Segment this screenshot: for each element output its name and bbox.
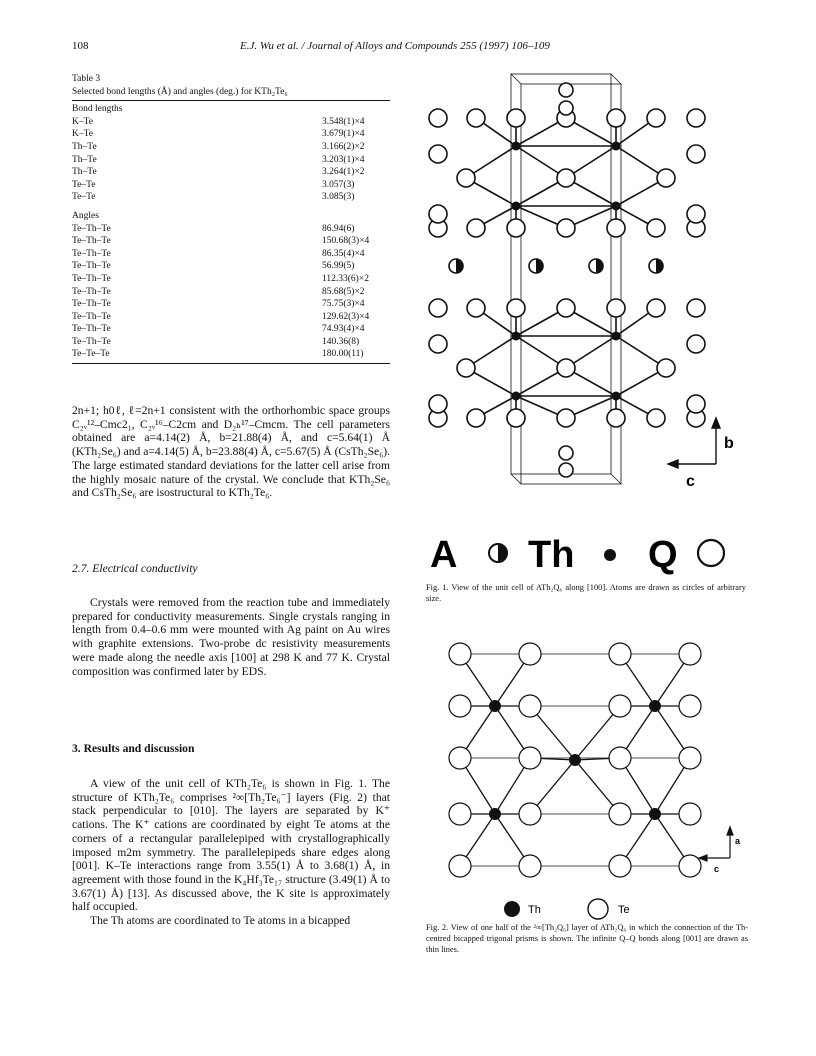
row-label: Te–Th–Te [72, 273, 111, 284]
running-title: E.J. Wu et al. / Journal of Alloys and Compounds 255 (1997) 106–109 [240, 40, 550, 52]
fig1-te-atom [429, 145, 447, 163]
fig2-te-atom [449, 803, 471, 825]
fig2-te-atom [609, 855, 631, 877]
fig1-te-atom [607, 109, 625, 127]
fig1-te-atom [687, 395, 705, 413]
legend2-Te-label: Te [618, 904, 630, 916]
row-value: 180.00(11) [322, 349, 364, 360]
figure-2-layer [420, 636, 760, 898]
fig1-te-atom [467, 299, 485, 317]
fig1-th-atom [512, 202, 521, 211]
fig1-te-atom [607, 219, 625, 237]
figure-2-caption: Fig. 2. View of one half of the ²∞[Th₂Q₆] layer of ATh₂Q₆ in which the connection of the Th-centred bicapped trigonal prisms is shown. The infinite Q–Q bonds along [001] are drawn as thin lines. [426, 923, 748, 954]
table-row-angle [72, 311, 390, 324]
fig1-atoms [429, 83, 705, 477]
fig1-te-atom [467, 109, 485, 127]
fig1-te-atom [429, 109, 447, 127]
fig1-te-atom [557, 409, 575, 427]
table-row-angle [72, 260, 390, 273]
fig2-axes [699, 827, 733, 861]
fig2-te-atom [679, 855, 701, 877]
fig2-te-atom [519, 747, 541, 769]
legend-A-label: A [430, 534, 458, 576]
row-value: 74.93(4)×4 [322, 324, 365, 335]
table-row-angle [72, 235, 390, 248]
row-label: K–Te [72, 129, 93, 140]
fig1-te-atom [647, 299, 665, 317]
fig1-te-atom [687, 335, 705, 353]
paragraph-results [72, 777, 390, 928]
row-label: Te–Te [72, 192, 96, 203]
row-value: 86.35(4)×4 [322, 248, 365, 259]
fig2-te-atom [519, 643, 541, 665]
paragraph-cell-parameters [72, 404, 390, 500]
row-label: Te–Th–Te [72, 236, 111, 247]
table-row-angle [72, 273, 390, 286]
fig1-te-atom [557, 299, 575, 317]
row-label: Te–Th–Te [72, 223, 111, 234]
fig1-te-atom [687, 109, 705, 127]
table-row-angle [72, 298, 390, 311]
row-label: Te–Th–Te [72, 261, 111, 272]
figure-1-legend [428, 533, 748, 577]
fig1-te-atom [457, 169, 475, 187]
fig1-te-atom [647, 219, 665, 237]
fig1-te-atom [429, 395, 447, 413]
fig1-te-atom [647, 409, 665, 427]
bond-lengths-heading: Bond lengths [72, 104, 123, 115]
fig1-te-atom [657, 169, 675, 187]
table-row-bond [72, 179, 390, 192]
fig1-th-atom [512, 392, 521, 401]
row-value: 3.264(1)×2 [322, 167, 365, 178]
fig1-te-atom [647, 109, 665, 127]
angles-rows [72, 223, 390, 362]
page-number: 108 [72, 40, 89, 52]
fig2-axis-a-label: a [735, 836, 741, 846]
fig1-te-atom [507, 299, 525, 317]
row-value: 140.36(8) [322, 336, 360, 347]
fig2-te-atom [449, 695, 471, 717]
row-label: Te–Th–Te [72, 336, 111, 347]
table-row-angle [72, 223, 390, 236]
paragraph-text: A view of the unit cell of KTh₂Te₆ is shown in Fig. 1. The structure of KTh₂Te₆ comprises ²∞[Th₂Te₆⁻] layers (Fig. 2) that stack perpendicular to [010]. The layers are separated by K⁺ cations. The K⁺ cations are coordinated by eight Te atoms at the corners of a rectangular parallelepiped with crystallographically imposed m2m symmetry. The parallelepipeds share edges along [001]. K–Te interactions range from 3.55(1) Å to 3.68(1) Å, in agreement with those found in the K₄Hf₃Te₁₇ structure (3.49(1) Å to 3.67(1) Å) [13]. As discussed above, the K site is approximately half occupied. [72, 777, 390, 914]
fig1-te-atom [559, 463, 573, 477]
table-row-bond [72, 141, 390, 154]
fig2-th-atom [489, 700, 501, 712]
row-value: 3.085(3) [322, 192, 355, 203]
fig1-te-atom [429, 335, 447, 353]
row-label: Th–Te [72, 154, 97, 165]
legend-Q-symbol-icon [698, 540, 724, 566]
fig1-th-atom [612, 392, 621, 401]
table-row-bond [72, 154, 390, 167]
fig2-te-atom [679, 643, 701, 665]
fig1-te-atom [557, 219, 575, 237]
fig1-te-atom [607, 409, 625, 427]
row-value: 86.94(6) [322, 223, 355, 234]
fig2-te-atom [609, 803, 631, 825]
row-label: Te–Th–Te [72, 299, 111, 310]
fig1-th-atom [612, 202, 621, 211]
row-label: Th–Te [72, 167, 97, 178]
fig1-te-atom [559, 83, 573, 97]
row-value: 3.057(3) [322, 179, 355, 190]
table-bottom-rule [72, 363, 390, 364]
row-value: 3.548(1)×4 [322, 116, 365, 127]
fig1-th-atom [512, 332, 521, 341]
bond-lengths-rows [72, 116, 390, 204]
fig2-th-atom [569, 754, 581, 766]
figure-1-caption: Fig. 1. View of the unit cell of ATh₂Q₆ along [100]. Atoms are drawn as circles of arbitrary size. [426, 583, 746, 603]
fig1-te-atom [507, 219, 525, 237]
row-label: Te–Th–Te [72, 286, 111, 297]
table-title: Selected bond lengths (Å) and angles (deg.) for KTh₂Te₆ [72, 86, 288, 97]
row-label: Th–Te [72, 141, 97, 152]
table-row-angle [72, 336, 390, 349]
fig1-axis-c-label: c [686, 473, 695, 490]
fig2-te-atom [519, 695, 541, 717]
fig1-te-atom [559, 101, 573, 115]
fig2-th-atom [649, 700, 661, 712]
legend2-Th-label: Th [528, 904, 541, 916]
table-row-angle [72, 323, 390, 336]
table-row-bond [72, 116, 390, 129]
table-label: Table 3 [72, 74, 101, 84]
fig2-th-atom [489, 808, 501, 820]
row-label: Te–Th–Te [72, 311, 111, 322]
fig1-te-atom [429, 205, 447, 223]
row-label: K–Te [72, 116, 93, 127]
row-value: 150.68(3)×4 [322, 236, 370, 247]
fig1-te-atom [559, 446, 573, 460]
table-row-angle [72, 248, 390, 261]
table-3 [72, 73, 390, 366]
paragraph-text: 2n+1; h0ℓ, ℓ=2n+1 consistent with the orthorhombic space groups C₂ᵥ¹²–Cmc2₁, C₂ᵥ¹⁶–C2cm and D₂ₕ¹⁷–Cmcm. The cell parameters obtained are a=4.14(2) Å, b=21.88(4) Å, and c=5.64(1) Å (KTh₂Se₆) and a=4.14(5) Å, b=23.88(4) Å, c=5.67(5) Å (CsTh₂Se₆). The large estimated standard deviations for the latter cell arise from the highly mosaic nature of the crystal. We conclude that KTh₂Se₆ and CsTh₂Se₆ are isostructural to KTh₂Te₆. [72, 404, 390, 500]
fig1-axis-b-label: b [724, 435, 734, 452]
table-row-angle [72, 348, 390, 361]
fig1-te-atom [429, 299, 447, 317]
fig2-te-atom [449, 643, 471, 665]
fig1-te-atom [687, 145, 705, 163]
row-value: 3.203(1)×4 [322, 154, 365, 165]
legend-Q-label: Q [648, 534, 678, 576]
table-row-bond [72, 166, 390, 179]
subsection-heading: 2.7. Electrical conductivity [72, 562, 198, 575]
fig2-te-atom [519, 855, 541, 877]
paragraph-text: The Th atoms are coordinated to Te atoms in a bicapped [90, 914, 351, 928]
angles-heading: Angles [72, 210, 99, 221]
fig2-th-atom [649, 808, 661, 820]
fig1-te-atom [467, 409, 485, 427]
fig1-te-atom [507, 409, 525, 427]
fig1-te-atom [687, 205, 705, 223]
fig1-te-atom [687, 299, 705, 317]
row-value: 75.75(3)×4 [322, 299, 365, 310]
row-value: 129.62(3)×4 [322, 311, 370, 322]
paragraph-conductivity [72, 596, 390, 678]
fig1-th-atom [612, 332, 621, 341]
fig2-te-atom [609, 747, 631, 769]
legend-Th-symbol-icon [604, 549, 616, 561]
row-label: Te–Te–Te [72, 349, 110, 360]
row-label: Te–Te [72, 179, 96, 190]
legend-A-symbol-icon [489, 544, 507, 562]
legend-Th-label: Th [528, 534, 575, 576]
table-row-bond [72, 128, 390, 141]
table-top-rule [72, 100, 390, 101]
fig2-te-atom [679, 695, 701, 717]
fig2-te-atom [519, 803, 541, 825]
fig1-te-atom [507, 109, 525, 127]
fig2-axis-c-label: c [714, 864, 720, 874]
row-value: 112.33(6)×2 [322, 273, 369, 284]
fig1-te-atom [467, 219, 485, 237]
fig1-te-atom [557, 359, 575, 377]
fig1-te-atom [457, 359, 475, 377]
row-value: 85.68(5)×2 [322, 286, 365, 297]
row-value: 3.166(2)×2 [322, 141, 365, 152]
fig1-te-atom [657, 359, 675, 377]
row-value: 56.99(5) [322, 261, 355, 272]
fig2-te-atom [679, 803, 701, 825]
figure-1-structure [416, 68, 756, 508]
fig2-te-atom [449, 747, 471, 769]
legend-Te-atom-icon [588, 899, 608, 919]
fig2-te-atom [609, 695, 631, 717]
paragraph-text: Crystals were removed from the reaction tube and immediately prepared for conductivity measurements. Single crystals ranging in length from 0.4–0.6 mm were mounted with Ag paint on Au wires with graphite extensions. Two-probe dc resistivity measurements were made along the needle axis [100] at 298 K and 77 K. Crystal composition was confirmed later by EDS. [72, 596, 390, 678]
fig1-th-atom [512, 142, 521, 151]
row-value: 3.679(1)×4 [322, 129, 365, 140]
row-label: Te–Th–Te [72, 324, 111, 335]
section-heading: 3. Results and discussion [72, 742, 195, 755]
legend-Th-atom-icon [504, 901, 520, 917]
fig2-te-atom [679, 747, 701, 769]
fig1-te-atom [607, 299, 625, 317]
figure-2-legend [488, 897, 688, 921]
table-row-angle [72, 286, 390, 299]
row-label: Te–Th–Te [72, 248, 111, 259]
table-row-bond [72, 191, 390, 204]
fig2-te-atom [449, 855, 471, 877]
fig1-te-atom [557, 169, 575, 187]
fig1-th-atom [612, 142, 621, 151]
fig2-te-atom [609, 643, 631, 665]
fig2-atoms [449, 643, 701, 877]
